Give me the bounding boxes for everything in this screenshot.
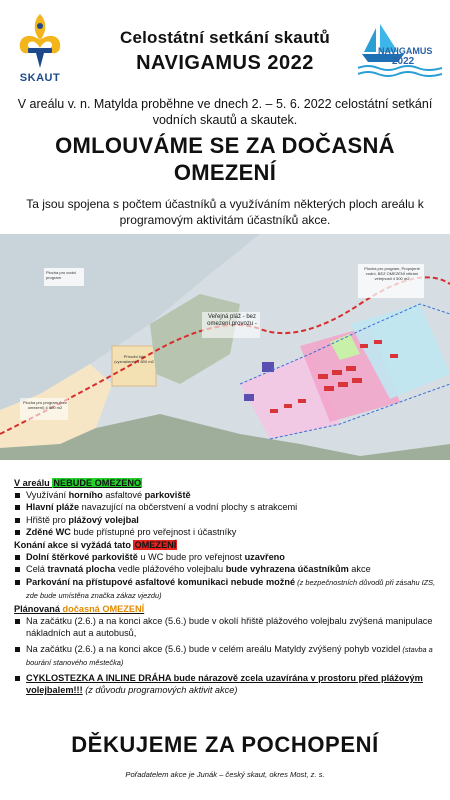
headline-line2: OMEZENÍ bbox=[173, 160, 277, 185]
list-item: Hřiště pro plážový volejbal bbox=[14, 514, 442, 526]
map-label-left-area: Plocha pro program (bez omezení) 4 800 m2 bbox=[22, 400, 68, 410]
headline bbox=[10, 132, 440, 186]
footer-organizer: Pořadatelem akce je Junák – český skaut, okres Most, z. s. bbox=[125, 770, 325, 779]
list-item: Celá travnatá plocha vedle plážového volejbalu bude vyhrazena účastníkům akce bbox=[14, 563, 442, 575]
navigamus-logo-year: 2022 bbox=[392, 56, 415, 67]
skaut-logo bbox=[12, 10, 68, 86]
highlight-red: OMEZENÍ bbox=[134, 540, 177, 551]
subtext: Ta jsou spojena s počtem účastníků a využíváním některých ploch areálu k programovým aktivitám účastníků akce. bbox=[26, 197, 424, 227]
list-item: Na začátku (2.6.) a na konci akce (5.6.) bude v celém areálu Matyldy zvýšený pohyb vozidel (stavba a bourání stanového městečka) bbox=[14, 643, 442, 669]
navigamus-logo bbox=[358, 22, 442, 80]
map-label-top-left: Plocha pro vodní program bbox=[46, 270, 77, 280]
section-restrictions-title: Konání akce si vyžádá tato OMEZENÍ bbox=[14, 540, 177, 551]
list-item: Dolní štěrkové parkoviště u WC bude pro veřejnost uzavřeno bbox=[14, 551, 442, 563]
restrictions-list bbox=[14, 476, 442, 696]
thanks-heading: DĚKUJEME ZA POCHOPENÍ bbox=[71, 732, 379, 757]
list-item: Zděné WC bude přístupné pro veřejnost i účastníky bbox=[14, 526, 442, 538]
list-item: Využívání horního asfaltové parkoviště bbox=[14, 489, 442, 501]
header bbox=[0, 0, 450, 92]
list-item: Na začátku (2.6.) a na konci akce (5.6.) bude v okolí hřiště plážového volejbalu zvýšená manipulace nákladních aut a autobusů, bbox=[14, 615, 442, 639]
highlight-orange: dočasná OMEZENÍ bbox=[62, 604, 145, 615]
headline-line1: OMLOUVÁME SE ZA DOČASNÁ bbox=[55, 133, 395, 158]
map-label-top-right: Plocha pro program, Propojené vodní, BEZ OMEZENÍ větrání veřejnosti 4 500 m2 bbox=[364, 266, 420, 281]
section-not-restricted-title: V areálu NEBUDE OMEZENO bbox=[14, 478, 142, 488]
not-restricted-items bbox=[14, 489, 442, 538]
section-planned-title: Plánovaná dočasná OMEZENÍ bbox=[14, 604, 145, 615]
intro-text: V areálu v. n. Matylda proběhne ve dnech 2. – 5. 6. 2022 celostátní setkání vodních skautů a skautek. bbox=[17, 97, 433, 127]
area-map bbox=[0, 234, 450, 460]
skaut-logo-text: SKAUT bbox=[19, 72, 61, 84]
restrictions-items bbox=[14, 551, 442, 602]
highlight-green: NEBUDE OMEZENO bbox=[53, 478, 142, 488]
event-title: Celostátní setkání skautů bbox=[119, 28, 330, 47]
fleur-de-lis-icon bbox=[12, 10, 68, 72]
list-item: Parkování na přístupové asfaltové komunikaci nebude možné (z bezpečnostních důvodů při zásahu IZS, zde bude umístěna značka zákaz vjezdu) bbox=[14, 576, 442, 602]
planned-items bbox=[14, 615, 442, 696]
list-item: Hlavní pláže navazující na občerstvení a vodní plochy s atrakcemi bbox=[14, 501, 442, 513]
list-item: CYKLOSTEZKA A INLINE DRÁHA bude nárazově zcela uzavírána v prostoru před plážovým volejbalem!!! (z důvodu programových aktivit akce) bbox=[14, 672, 442, 696]
navigamus-logo-text: NAVIGAMUS bbox=[378, 46, 433, 56]
event-name: NAVIGAMUS 2022 bbox=[136, 52, 314, 74]
map-label-public-beach: Veřejná pláž - bez omezení provozu - bbox=[207, 314, 257, 327]
map-label-small-box: Přírodní tok (vyznačené) 1 800 m2 bbox=[114, 354, 154, 364]
